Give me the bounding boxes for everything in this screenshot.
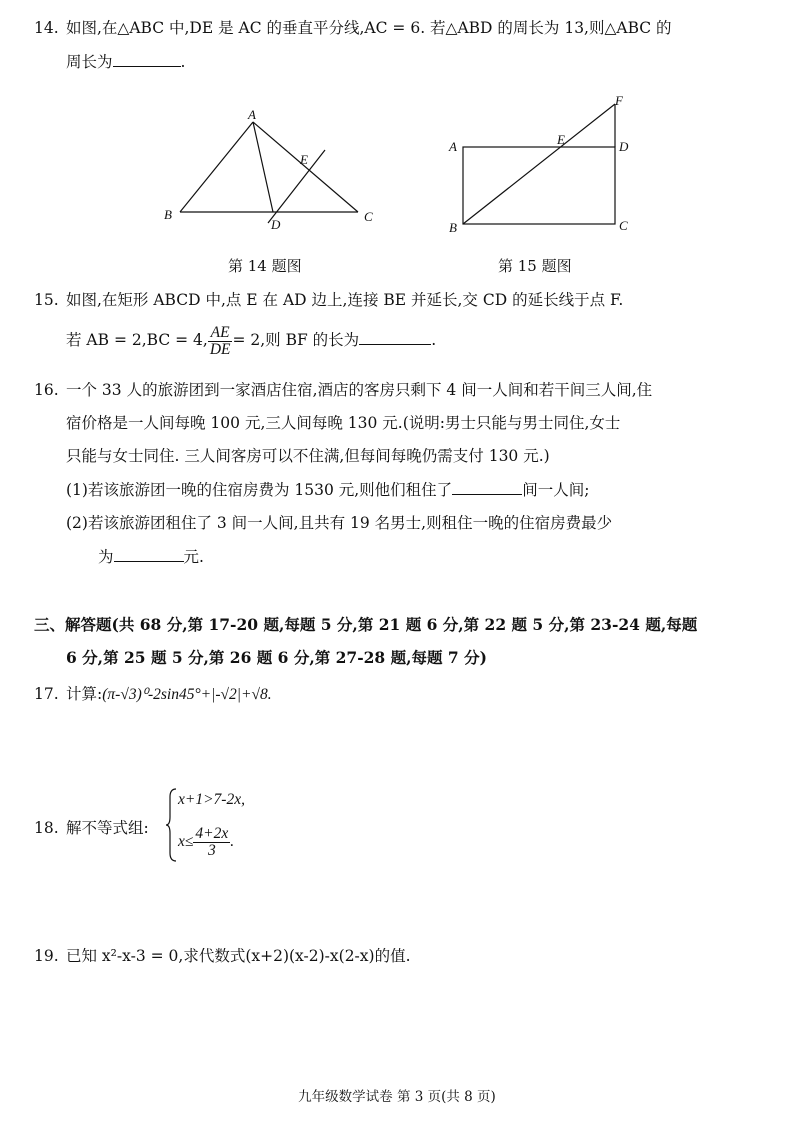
q16-sub2-line2 — [98, 547, 204, 567]
q16-sub2-line1: (2)若该旅游团租住了 3 间一人间,且共有 19 名男士,则租住一晚的住宿房费最少 — [66, 514, 613, 532]
q17-number: 17. — [34, 685, 59, 703]
fig15-label-a: A — [449, 139, 457, 154]
fig14-label-d: D — [271, 217, 281, 232]
q15-line2-suffix: . — [431, 331, 437, 349]
q16-sub1 — [66, 480, 589, 500]
q16-sub1-suffix: 间一人间; — [522, 481, 590, 499]
q15-line1: 如图,在矩形 ABCD 中,点 E 在 AD 边上,连接 BE 并延长,交 CD 的延长线于点 F. — [66, 291, 624, 309]
fig14-caption: 第 14 题图 — [228, 257, 302, 275]
q16-sub2-answer-blank — [114, 547, 184, 562]
q18-fraction — [193, 826, 230, 859]
q15-answer-blank — [359, 330, 431, 345]
q18-fraction-numerator: 4+2x — [195, 825, 229, 842]
fig15-caption: 第 15 题图 — [498, 257, 572, 275]
q15-line2-middle: = 2,则 BF 的长为 — [232, 331, 360, 349]
fig14-side-ac — [253, 122, 358, 212]
q14-line2 — [66, 52, 185, 72]
q16-sub1-answer-blank — [452, 480, 522, 495]
q15-fraction — [208, 325, 233, 358]
q16-line2: 宿价格是一人间每晚 100 元,三人间每晚 130 元.(说明:男士只能与男士同住,女士 — [66, 414, 621, 432]
fig14-label-b: B — [164, 207, 172, 222]
q18-inequality-2-left: x≤ — [178, 833, 194, 851]
q16-sub2-suffix: 元. — [183, 548, 204, 566]
q18-fraction-denominator: 3 — [207, 842, 216, 859]
section3-heading-line1: 三、解答题(共 68 分,第 17-20 题,每题 5 分,第 21 题 6 分,第 22 题 5 分,第 23-24 题,每题 — [34, 615, 698, 634]
q17-prefix: 计算: — [66, 685, 103, 703]
q17-expression: (π-√3)⁰-2sin45°+|-√2|+√8. — [102, 686, 272, 703]
q14-answer-blank — [113, 52, 181, 67]
fig14-label-e: E — [300, 152, 308, 167]
page-footer: 九年级数学试卷 第 3 页(共 8 页) — [298, 1089, 496, 1105]
fig15-segment-bf — [463, 104, 615, 224]
q16-sub1-prefix: (1)若该旅游团一晚的住宿房费为 1530 元,则他们租住了 — [66, 481, 453, 499]
fig14-side-ab — [180, 122, 253, 212]
q16-line3: 只能与女士同住. 三人间客房可以不住满,但每间每晚仍需支付 130 元.) — [66, 447, 550, 465]
q15-fraction-numerator: AE — [208, 325, 233, 342]
fig14-label-a: A — [248, 107, 256, 122]
fig15-label-b: B — [449, 220, 457, 235]
q16-sub2-prefix: 为 — [98, 548, 114, 566]
q18-inequality-1: x+1>7-2x, — [178, 791, 245, 808]
section3-heading-line2: 6 分,第 25 题 5 分,第 26 题 6 分,第 27-28 题,每题 7 分) — [66, 648, 487, 667]
q15-line2 — [66, 322, 436, 358]
q18-inequality-2-end: . — [230, 833, 235, 851]
q15-line2-prefix: 若 AB = 2,BC = 4, — [66, 331, 208, 349]
q18-inequality-2 — [178, 826, 234, 859]
figure-14 — [150, 105, 390, 235]
fig15-label-e: E — [557, 132, 565, 147]
q14-number: 14. — [34, 19, 59, 37]
fig15-label-c: C — [619, 218, 628, 233]
q18-number: 18. — [34, 819, 59, 837]
q19-number: 19. — [34, 947, 59, 965]
q14-line2-suffix: . — [180, 53, 186, 71]
fig15-label-f: F — [615, 93, 623, 108]
q19-text: 已知 x²-x-3 = 0,求代数式(x+2)(x-2)-x(2-x)的值. — [66, 947, 411, 965]
fig14-label-c: C — [364, 209, 373, 224]
q15-fraction-denominator: DE — [209, 340, 231, 358]
q18-brace — [166, 787, 178, 863]
q16-number: 16. — [34, 381, 59, 399]
q17-body — [66, 684, 272, 705]
fig15-label-d: D — [619, 139, 629, 154]
q14-line1: 如图,在△ABC 中,DE 是 AC 的垂直平分线,AC = 6. 若△ABD 的周长为 13,则△ABC 的 — [66, 19, 672, 37]
q15-number: 15. — [34, 291, 59, 309]
figure-15 — [445, 92, 645, 237]
fig15-rectangle-abcd — [463, 147, 615, 224]
fig14-segment-ad — [253, 122, 273, 212]
q14-line2-prefix: 周长为 — [66, 53, 113, 71]
q16-line1: 一个 33 人的旅游团到一家酒店住宿,酒店的客房只剩下 4 间一人间和若干间三人间,住 — [66, 381, 653, 399]
q18-prefix: 解不等式组: — [66, 819, 149, 837]
